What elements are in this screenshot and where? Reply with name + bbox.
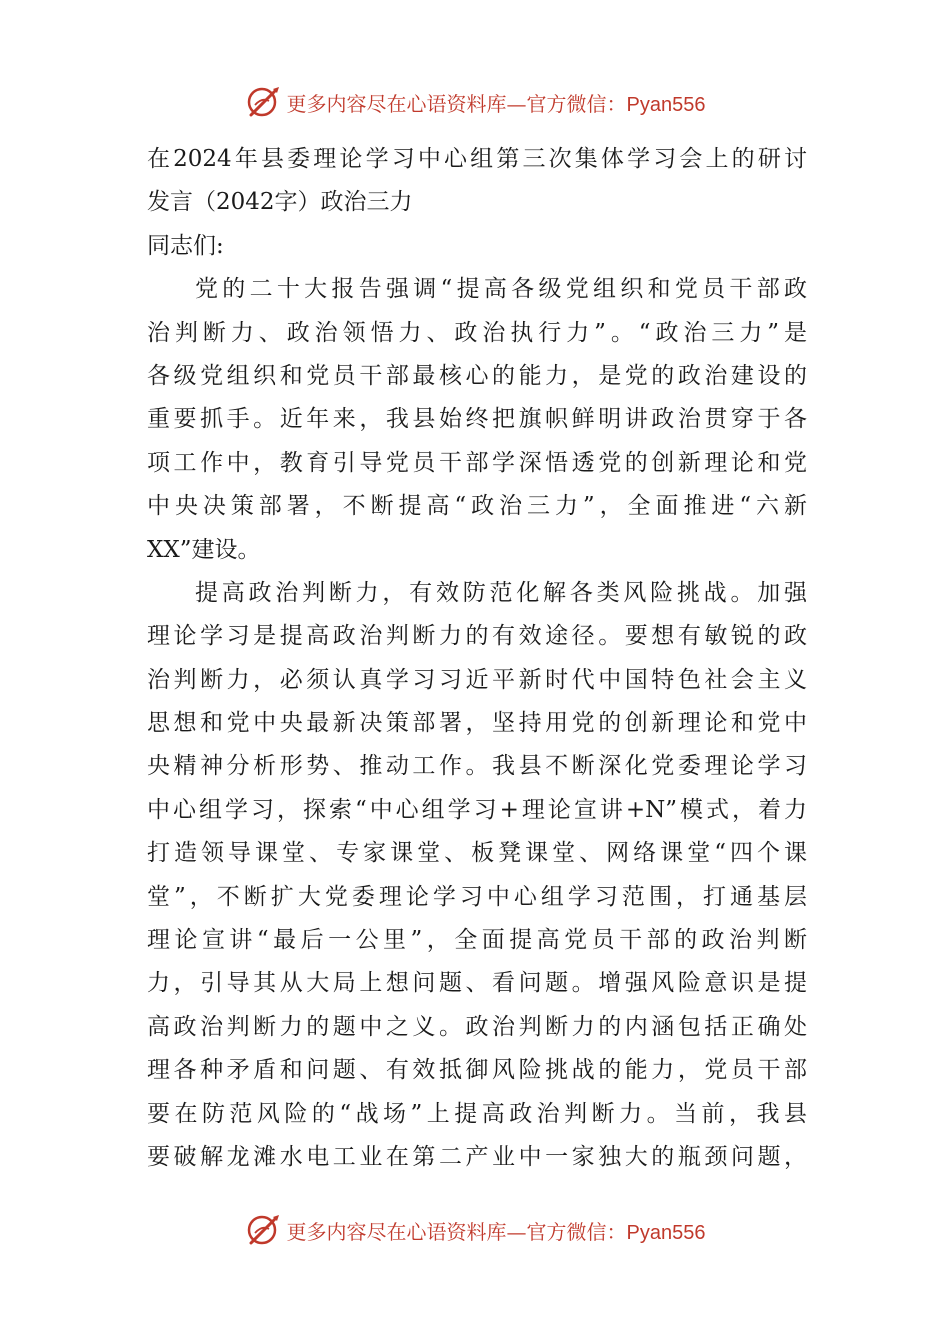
text-line: 中心组学习，探索“中心组学习+理论宣讲+N”模式，着力	[147, 796, 807, 823]
text-line: XX”建设。	[147, 536, 261, 563]
title-line-1: 在2024年县委理论学习中心组第三次集体学习会上的研讨	[147, 146, 807, 172]
footer-banner	[0, 1210, 950, 1250]
text-line: 提高政治判断力，有效防范化解各类风险挑战。加强	[195, 579, 807, 606]
text-line: 央精神分析形势、推动工作。我县不断深化党委理论学习	[147, 753, 807, 780]
document-body	[147, 138, 807, 1179]
salutation: 同志们:	[147, 232, 224, 259]
banner-text	[287, 1216, 706, 1245]
text-line: 中央决策部署，不断提高“政治三力”，全面推进“六新	[147, 493, 807, 520]
text-line: 理各种矛盾和问题、有效抵御风险挑战的能力，党员干部	[147, 1057, 807, 1084]
wechat-id: Pyan556	[626, 93, 706, 116]
wechat-id: Pyan556	[626, 1221, 706, 1244]
paragraph-2	[147, 572, 807, 1179]
text-line: 要在防范风险的“战场”上提高政治判断力。当前，我县	[147, 1100, 807, 1127]
text-line: 治判断力，必须认真学习习近平新时代中国特色社会主义	[147, 666, 807, 693]
paragraph-1	[147, 268, 807, 572]
text-line: 项工作中，教育引导党员干部学深悟透党的创新理论和党	[147, 449, 807, 476]
text-line: 重要抓手。近年来，我县始终把旗帜鲜明讲政治贯穿于各	[147, 406, 807, 433]
title-line-2: 发言（2042字）政治三力	[147, 189, 413, 216]
text-line: 各级党组织和党员干部最核心的能力，是党的政治建设的	[147, 362, 807, 389]
banner-label: 更多内容尽在心语资料库—官方微信：	[286, 1219, 627, 1244]
banner-text	[287, 88, 706, 117]
text-line: 要破解龙滩水电工业在第二产业中一家独大的瓶颈问题，	[147, 1143, 807, 1170]
banner-label: 更多内容尽在心语资料库—官方微信：	[286, 91, 627, 116]
pen-logo-icon	[245, 1213, 283, 1247]
text-line: 思想和党中央最新决策部署，坚持用党的创新理论和党中	[147, 710, 807, 737]
text-line: 堂”，不断扩大党委理论学习中心组学习范围，打通基层	[147, 883, 807, 910]
text-line: 力，引导其从大局上想问题、看问题。增强风险意识是提	[147, 970, 807, 997]
header-banner	[0, 82, 950, 122]
pen-logo-icon	[245, 85, 283, 119]
text-line: 理论学习是提高政治判断力的有效途径。要想有敏锐的政	[147, 623, 807, 650]
text-line: 治判断力、政治领悟力、政治执行力”。“政治三力”是	[147, 319, 807, 346]
text-line: 高政治判断力的题中之义。政治判断力的内涵包括正确处	[147, 1013, 807, 1040]
text-line: 打造领导课堂、专家课堂、板凳课堂、网络课堂“四个课	[147, 840, 807, 867]
text-line: 党的二十大报告强调“提高各级党组织和党员干部政	[195, 276, 807, 303]
text-line: 理论宣讲“最后一公里”，全面提高党员干部的政治判断	[147, 927, 807, 954]
